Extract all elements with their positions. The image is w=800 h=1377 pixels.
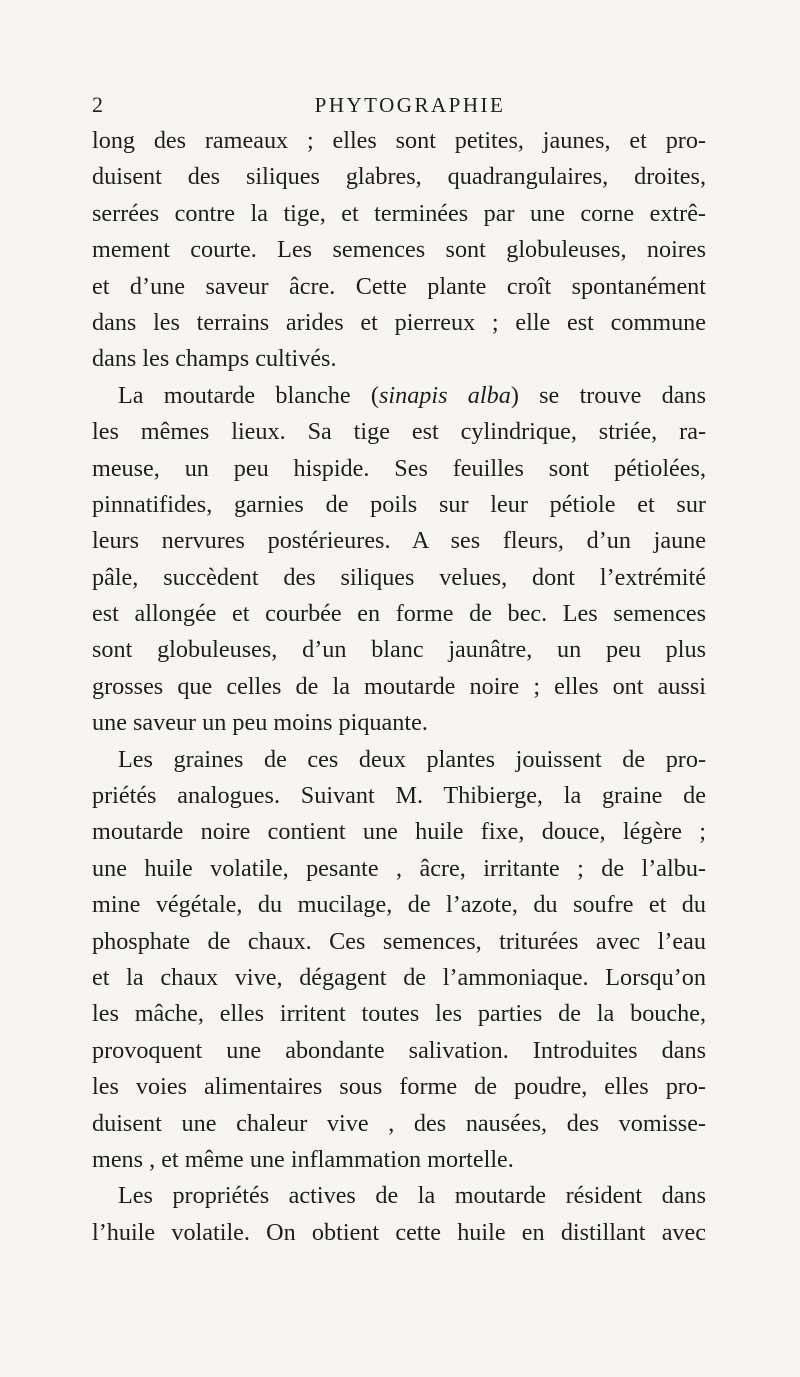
species-name-italic: sinapis alba: [378, 381, 511, 409]
page-number: 2: [92, 92, 103, 117]
text-segment: La moutarde blanche (: [118, 381, 379, 409]
text-line: les voies alimentaires sous forme de poudre, elles pro-: [92, 1073, 706, 1101]
text-line: mement courte. Les semences sont globuleuses, noires: [92, 236, 706, 264]
text-line: meuse, un peu hispide. Ses feuilles sont pétiolées,: [92, 454, 706, 482]
text-line: leurs nervures postérieures. A ses fleurs, d’un jaune: [92, 527, 706, 555]
text-line: est allongée et courbée en forme de bec. Les semences: [92, 600, 706, 628]
text-line: priétés analogues. Suivant M. Thibierge, la graine de: [92, 782, 706, 810]
text-line: une saveur un peu moins piquante.: [92, 709, 428, 737]
text-segment: ) se trouve dans: [510, 381, 706, 409]
text-line: Les graines de ces deux plantes jouissent de pro-: [118, 745, 706, 773]
running-head: PHYTOGRAPHIE: [314, 93, 506, 117]
text-line: pâle, succèdent des siliques velues, dont l’extrémité: [92, 563, 706, 591]
text-line: les mâche, elles irritent toutes les parties de la bouche,: [92, 1000, 706, 1028]
text-line: mine végétale, du mucilage, de l’azote, du soufre et du: [92, 891, 706, 919]
text-line: dans les terrains arides et pierreux ; elle est commune: [92, 308, 706, 336]
text-line: et la chaux vive, dégagent de l’ammoniaque. Lorsqu’on: [92, 963, 706, 991]
paragraph-first-line: [92, 378, 706, 414]
text-line: grosses que celles de la moutarde noire ; elles ont aussi: [92, 672, 706, 700]
text-line: mens , et même une inflammation mortelle.: [92, 1145, 514, 1173]
body-text: [92, 123, 706, 1251]
text-line: une huile volatile, pesante , âcre, irritante ; de l’albu-: [92, 854, 706, 882]
text-line: duisent des siliques glabres, quadrangulaires, droites,: [92, 163, 706, 191]
text-line: moutarde noire contient une huile fixe, douce, légère ;: [92, 818, 706, 846]
text-line: phosphate de chaux. Ces semences, triturées avec l’eau: [92, 927, 706, 955]
page-header: [0, 88, 800, 122]
text-line: pinnatifides, garnies de poils sur leur pétiole et sur: [92, 490, 706, 518]
text-line: dans les champs cultivés.: [92, 345, 337, 373]
text-line: et d’une saveur âcre. Cette plante croît spontanément: [92, 272, 706, 300]
text-line: serrées contre la tige, et terminées par une corne extrê-: [92, 199, 706, 227]
text-line: les mêmes lieux. Sa tige est cylindrique, striée, ra-: [92, 418, 706, 446]
text-line: duisent une chaleur vive , des nausées, des vomisse-: [92, 1109, 706, 1137]
text-line: sont globuleuses, d’un blanc jaunâtre, un peu plus: [92, 636, 706, 664]
text-line: provoquent une abondante salivation. Introduites dans: [92, 1036, 706, 1064]
text-line: Les propriétés actives de la moutarde résident dans: [118, 1182, 706, 1210]
text-line: l’huile volatile. On obtient cette huile en distillant avec: [92, 1218, 706, 1246]
text-line: long des rameaux ; elles sont petites, jaunes, et pro-: [92, 127, 706, 154]
